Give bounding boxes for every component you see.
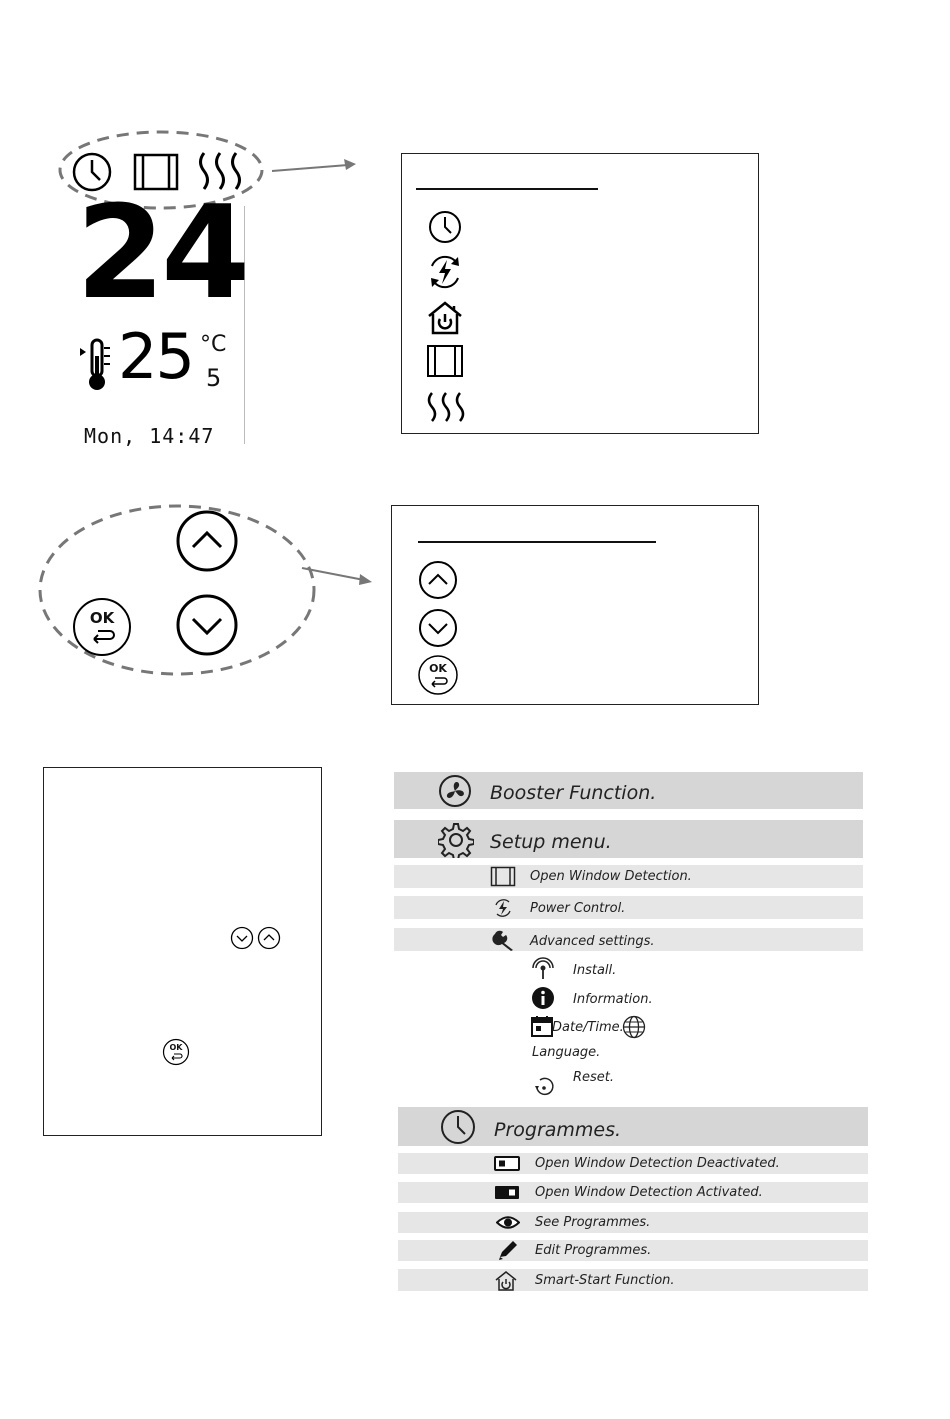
ok-button-circle: [72, 597, 132, 657]
down-button[interactable]: [175, 593, 239, 657]
ok-back-button[interactable]: [72, 597, 132, 657]
menu-item-label: Advanced settings.: [530, 934, 655, 949]
room-temperature: 25: [118, 320, 193, 393]
menu-item-label: Smart-Start Function.: [535, 1273, 675, 1288]
reset-icon: [532, 1074, 556, 1098]
menu-setup[interactable]: [394, 820, 863, 858]
thermometer-icon: [80, 338, 112, 392]
menu-open-window-detection[interactable]: [394, 865, 863, 888]
pointer-arrow: [270, 156, 360, 176]
power-control-icon: [426, 252, 464, 292]
menu-reset[interactable]: Reset.: [573, 1070, 615, 1085]
ok-back-button-icon: [162, 1038, 190, 1066]
information-icon: [531, 986, 555, 1010]
ok-icon-label: OK: [429, 662, 447, 675]
menu-setup-label: Setup menu.: [490, 831, 612, 853]
gear-icon: [438, 822, 474, 858]
pointer-arrow: [300, 566, 376, 588]
menu-item-label: Open Window Detection.: [530, 869, 692, 884]
temperature-unit: °C: [200, 332, 227, 357]
open-window-icon: [426, 344, 464, 378]
ok-icon-circle: [417, 654, 459, 696]
toggle-off-icon: [494, 1156, 520, 1171]
temperature-decimal: 5: [206, 364, 222, 392]
eye-icon: [496, 1214, 520, 1231]
wrench-icon: [492, 929, 516, 951]
smart-start-icon: [494, 1270, 518, 1292]
icon-legend-box: [401, 153, 759, 434]
up-button-icon: [257, 926, 281, 950]
menu-advanced-settings[interactable]: [394, 928, 863, 951]
menu-edit-programmes[interactable]: [398, 1240, 868, 1261]
navigation-note-box: [43, 767, 322, 1136]
menu-item-label: See Programmes.: [535, 1215, 651, 1230]
menu-install[interactable]: Install.: [573, 963, 617, 978]
menu-datetime[interactable]: Date/Time.: [552, 1020, 624, 1035]
legend-title-rule: [416, 188, 598, 190]
menu-see-programmes[interactable]: [398, 1212, 868, 1233]
display-clock: Mon, 14:47: [84, 424, 215, 448]
menu-information[interactable]: Information.: [573, 992, 653, 1007]
up-button-icon: [418, 560, 458, 600]
menu-owd-activated[interactable]: [398, 1182, 868, 1203]
legend-title-rule: [418, 541, 656, 543]
setpoint-temperature: 24: [76, 179, 247, 328]
smart-start-icon: [426, 300, 464, 336]
open-window-icon: [490, 866, 516, 887]
menu-language[interactable]: Language.: [532, 1045, 601, 1060]
menu-programmes[interactable]: [398, 1107, 868, 1146]
ok-back-button-icon: [417, 654, 459, 696]
heating-icon: [426, 391, 466, 425]
menu-programmes-label: Programmes.: [494, 1119, 622, 1141]
calendar-icon: [531, 1015, 553, 1037]
menu-booster[interactable]: [394, 772, 863, 809]
down-button-icon: [230, 926, 254, 950]
booster-fan-icon: [438, 774, 472, 808]
ok-icon-label: OK: [169, 1043, 183, 1052]
menu-booster-label: Booster Function.: [490, 782, 657, 804]
menu-power-control[interactable]: [394, 896, 863, 919]
down-button-icon: [418, 608, 458, 648]
pencil-icon: [497, 1240, 519, 1261]
toggle-on-icon: [494, 1185, 520, 1200]
up-button[interactable]: [175, 509, 239, 573]
power-control-icon: [492, 897, 514, 919]
menu-item-label: Open Window Detection Activated.: [535, 1185, 763, 1200]
install-antenna-icon: [531, 956, 555, 980]
menu-smart-start[interactable]: [398, 1269, 868, 1291]
clock-icon: [440, 1109, 476, 1145]
button-legend-box: [391, 505, 759, 705]
menu-owd-deactivated[interactable]: [398, 1153, 868, 1174]
clock-icon: [428, 210, 462, 244]
menu-item-label: Open Window Detection Deactivated.: [535, 1156, 780, 1171]
globe-icon: [622, 1015, 646, 1039]
menu-item-label: Power Control.: [530, 901, 626, 916]
ok-label: OK: [89, 609, 115, 627]
menu-item-label: Edit Programmes.: [535, 1243, 652, 1258]
